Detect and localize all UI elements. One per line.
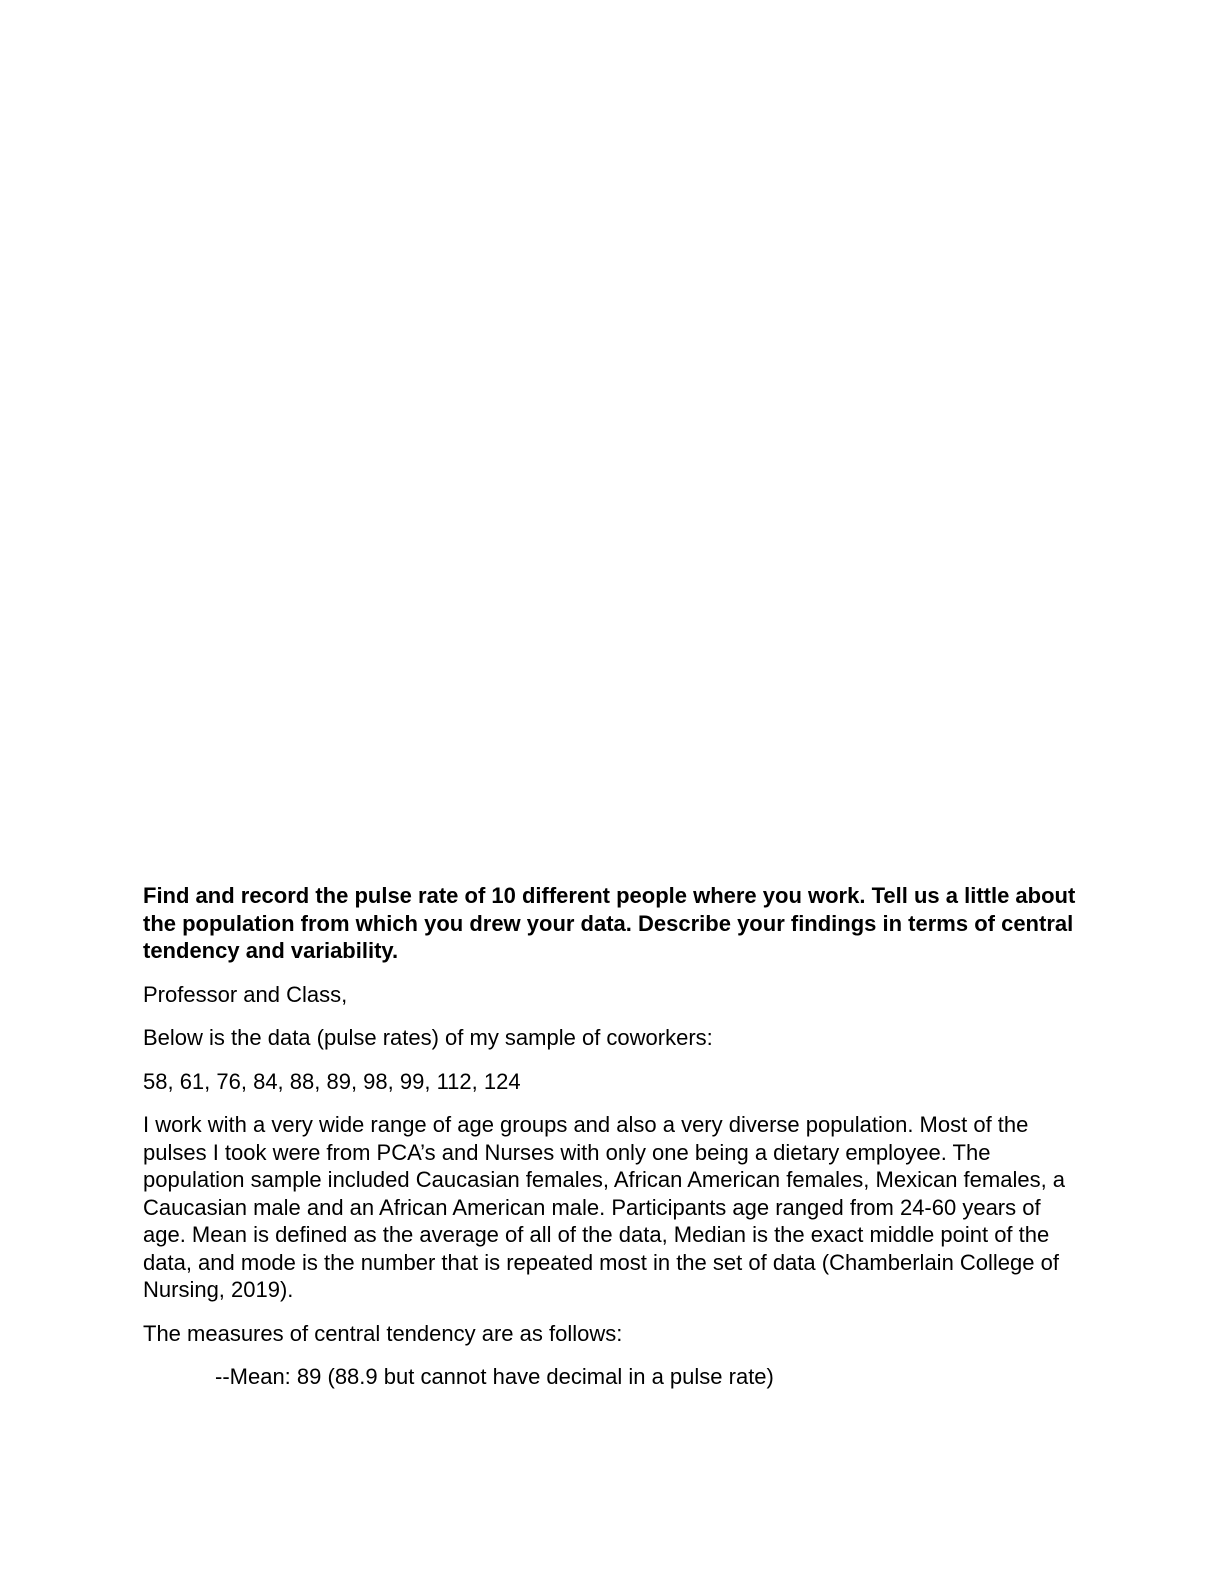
- document-body: [143, 882, 1083, 1407]
- data-intro: Below is the data (pulse rates) of my sample of coworkers:: [143, 1025, 713, 1050]
- greeting: Professor and Class,: [143, 981, 348, 1007]
- mean-line: --Mean: 89 (88.9 but cannot have decimal in a pulse rate): [215, 1364, 774, 1389]
- pulse-data-values: 58, 61, 76, 84, 88, 89, 98, 99, 112, 124: [143, 1068, 521, 1094]
- population-paragraph: I work with a very wide range of age groups and also a very diverse population. Most of the pulses I took were from PCA’s and Nurses with only one being a dietary employee. The population sample included Caucasian females, African American females, Mexican females, a Caucasian male and an African American male. Participants age ranged from 24-60 years of age. Mean is defined as the average of all of the data, Median is the exact middle point of the data, and mode is the number that is repeated most in the set of data (Chamberlain College of Nursing, 2019).: [143, 1112, 1066, 1302]
- measures-heading: The measures of central tendency are as follows:: [143, 1320, 623, 1346]
- assignment-question: Find and record the pulse rate of 10 different people where you work. Tell us a little about the population from which you drew your data. Describe your findings in terms of central tendency and variability.: [143, 883, 1076, 963]
